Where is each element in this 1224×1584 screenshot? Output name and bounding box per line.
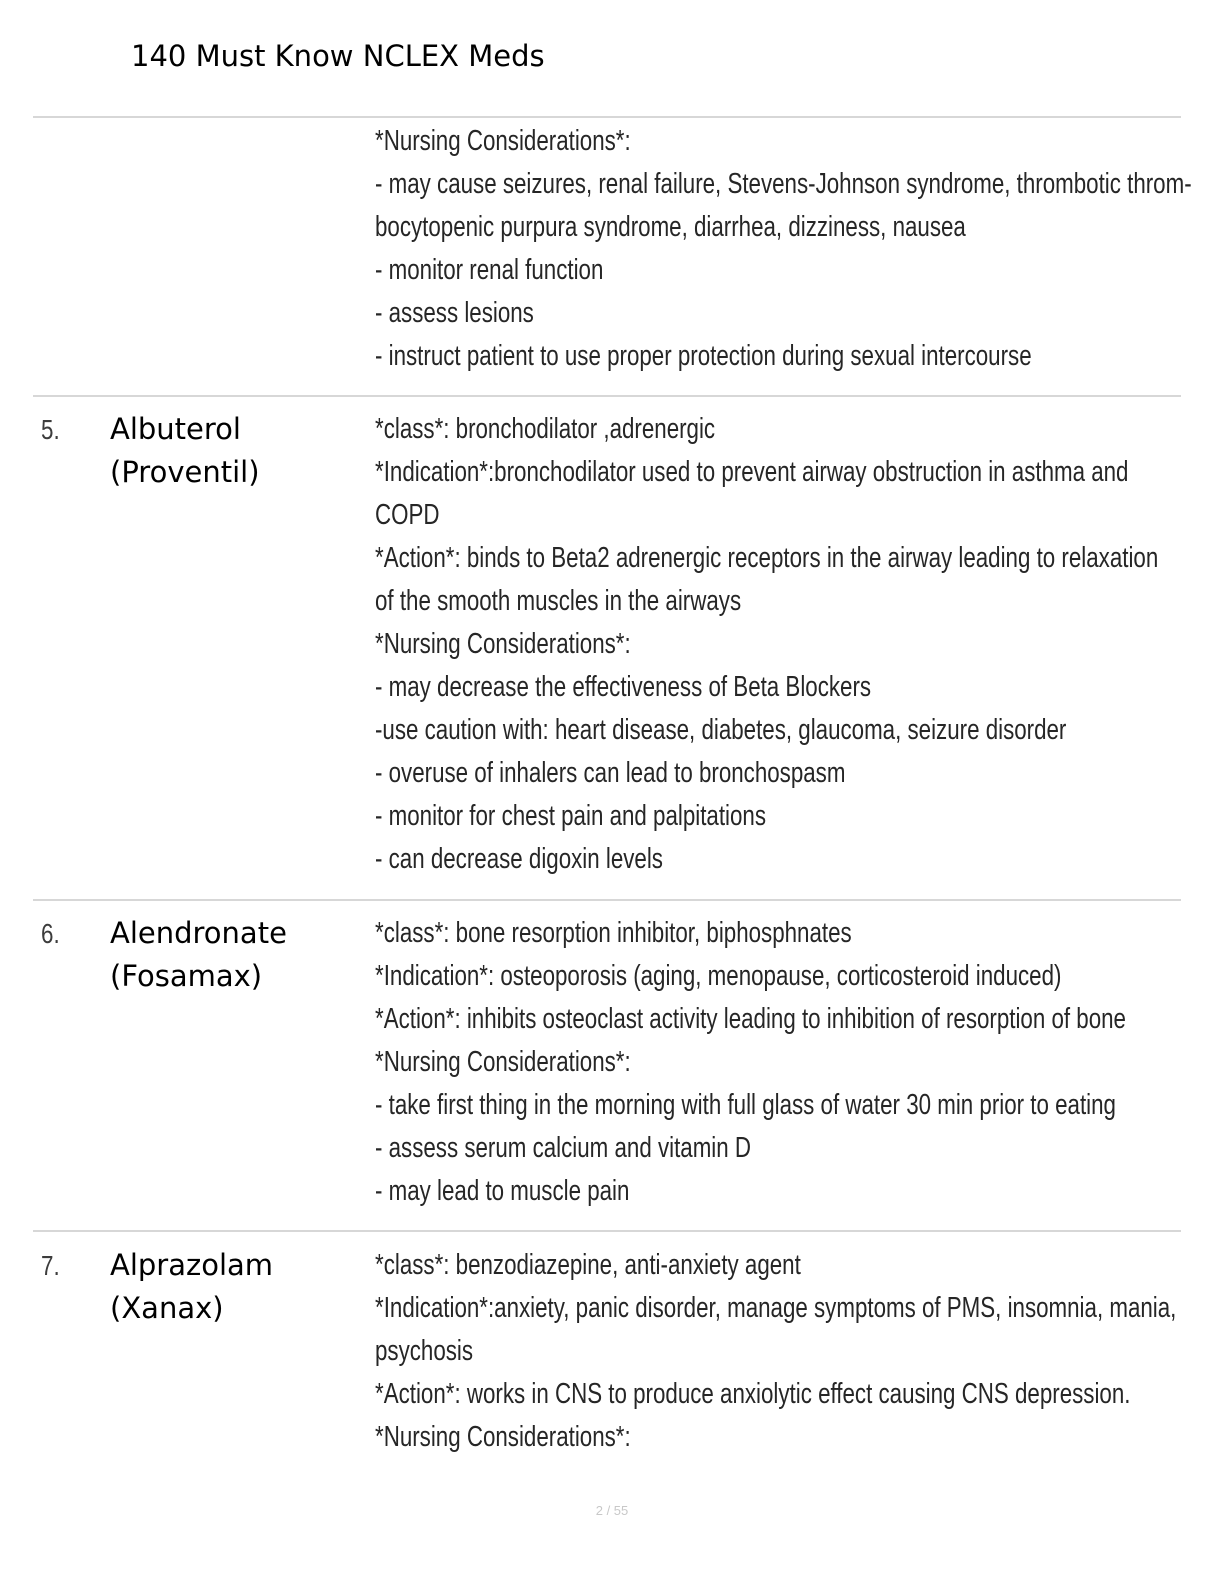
entry-number: 7. xyxy=(41,1250,60,1281)
detail-line: *Nursing Considerations*: xyxy=(375,628,631,660)
drug-generic-name: Alprazolam xyxy=(110,1248,274,1282)
drug-name xyxy=(110,912,287,998)
detail-line: -use caution with: heart disease, diabetes, glaucoma, seizure disorder xyxy=(375,714,1067,746)
detail-line: *Nursing Considerations*: xyxy=(375,125,631,157)
drug-generic-name: Alendronate xyxy=(110,916,287,950)
drug-details xyxy=(375,408,1224,881)
drug-name xyxy=(110,1244,273,1330)
drug-brand-name: (Xanax) xyxy=(110,1291,224,1325)
detail-line: psychosis xyxy=(375,1335,474,1367)
detail-line: *Nursing Considerations*: xyxy=(375,1046,631,1078)
detail-line: of the smooth muscles in the airways xyxy=(375,585,742,617)
drug-details xyxy=(375,912,1224,1213)
detail-line: *Action*: inhibits osteoclast activity leading to inhibition of resorption of bone xyxy=(375,1003,1126,1035)
drug-generic-name: Albuterol xyxy=(110,412,241,446)
detail-line: *Indication*: osteoporosis (aging, menopause, corticosteroid induced) xyxy=(375,960,1062,992)
document-title: 140 Must Know NCLEX Meds xyxy=(131,39,545,73)
drug-brand-name: (Proventil) xyxy=(110,455,260,489)
drug-name xyxy=(110,408,260,494)
section-divider xyxy=(33,899,1181,901)
detail-line: *class*: benzodiazepine, anti-anxiety agent xyxy=(375,1249,801,1281)
detail-line: - assess lesions xyxy=(375,297,534,329)
drug-brand-name: (Fosamax) xyxy=(110,959,263,993)
detail-line: *Indication*:bronchodilator used to prevent airway obstruction in asthma and xyxy=(375,456,1129,488)
detail-line: *class*: bone resorption inhibitor, biphosphnates xyxy=(375,917,852,949)
detail-line: - may lead to muscle pain xyxy=(375,1175,630,1207)
detail-line: *Action*: binds to Beta2 adrenergic receptors in the airway leading to relaxation xyxy=(375,542,1159,574)
detail-line: *Indication*:anxiety, panic disorder, manage symptoms of PMS, insomnia, mania, xyxy=(375,1292,1177,1324)
detail-line: *Action*: works in CNS to produce anxiolytic effect causing CNS depression. xyxy=(375,1378,1131,1410)
entry-number: 5. xyxy=(41,414,60,445)
detail-line: *class*: bronchodilator ,adrenergic xyxy=(375,413,716,445)
detail-line: - monitor renal function xyxy=(375,254,604,286)
section-divider xyxy=(33,1230,1181,1232)
section-divider xyxy=(33,116,1181,118)
detail-line: - monitor for chest pain and palpitations xyxy=(375,800,767,832)
detail-line: *Nursing Considerations*: xyxy=(375,1421,631,1453)
page-number: 2 / 55 xyxy=(595,1503,629,1518)
detail-line: - take first thing in the morning with full glass of water 30 min prior to eating xyxy=(375,1089,1116,1121)
continuation-details xyxy=(375,120,1224,378)
detail-line: - can decrease digoxin levels xyxy=(375,843,663,875)
section-divider xyxy=(33,395,1181,397)
detail-line: - may cause seizures, renal failure, Stevens-Johnson syndrome, thrombotic throm- xyxy=(375,168,1192,200)
entry-number: 6. xyxy=(41,918,60,949)
detail-line: COPD xyxy=(375,499,440,531)
detail-line: - instruct patient to use proper protection during sexual intercourse xyxy=(375,340,1032,372)
drug-details xyxy=(375,1244,1224,1459)
detail-line: - assess serum calcium and vitamin D xyxy=(375,1132,752,1164)
detail-line: bocytopenic purpura syndrome, diarrhea, dizziness, nausea xyxy=(375,211,966,243)
detail-line: - may decrease the effectiveness of Beta Blockers xyxy=(375,671,872,703)
detail-line: - overuse of inhalers can lead to bronchospasm xyxy=(375,757,846,789)
